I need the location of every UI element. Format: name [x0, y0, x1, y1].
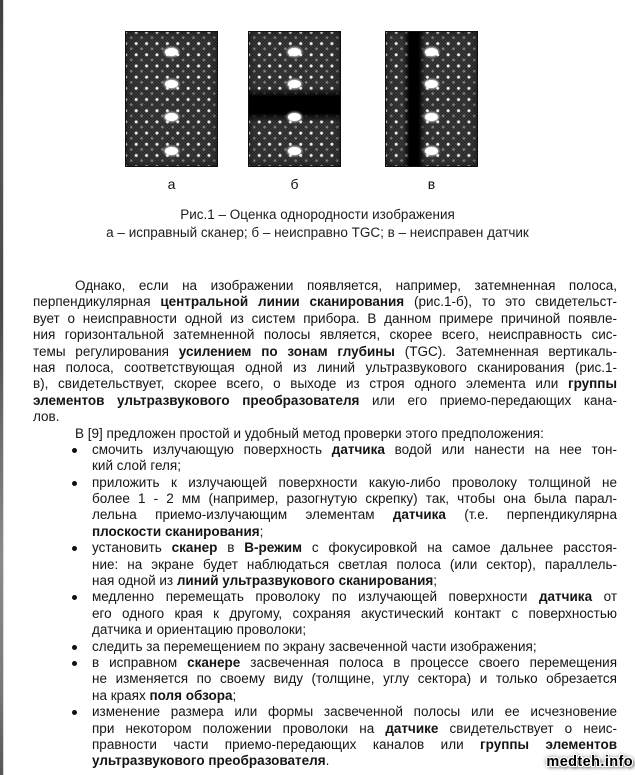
- text-line: медленно перемещать проволоку по излучающей поверхности датчика от: [92, 589, 617, 605]
- text-line: следить за перемещением по экрану засвеченной части изображения;: [92, 638, 537, 654]
- text-line: В [9] предложен простой и удобный метод проверки этого предположения:: [75, 425, 544, 441]
- reflector-dot: [425, 147, 438, 155]
- text-line: лов.: [33, 409, 60, 425]
- text-line: при некотором положении проволоки на датчике свидетельствует о неис-: [92, 720, 617, 736]
- reflector-dot: [288, 113, 301, 121]
- bullet-icon: [72, 595, 77, 600]
- reflector-dot: [165, 113, 178, 121]
- bullet-icon: [72, 448, 77, 453]
- bullet-item: [33, 639, 617, 655]
- text-line: его одного края к другому, сохраняя акустический контакт с поверхностью: [92, 605, 617, 621]
- text-line: плоскости сканирования;: [92, 523, 264, 539]
- bullet-icon: [72, 710, 77, 715]
- reflector-dot: [165, 48, 178, 56]
- reflector-dot: [288, 48, 301, 56]
- bullet-item: [33, 589, 617, 638]
- bullet-icon: [72, 481, 77, 486]
- text-line: вует о неисправности одной из систем прибора. В данном примере причиной появле-: [33, 310, 617, 326]
- reflector-dot: [425, 113, 438, 121]
- text-line: более 1 - 2 мм (например, разогнутую скрепку) так, чтобы она была парал-: [92, 491, 617, 507]
- ultrasound-image-2: [248, 31, 341, 167]
- text-line: не изменяется по своему виду (толщине, углу сектора) и только обрезается: [92, 671, 617, 687]
- text-line: приложить к излучающей поверхности какую-либо проволоку толщиной не: [92, 474, 617, 490]
- text-line: на краях поля обзора;: [92, 687, 237, 703]
- reflector-dot: [288, 147, 301, 155]
- reflector-dot: [425, 48, 438, 56]
- body-text: [33, 278, 617, 770]
- bullet-icon: [72, 645, 77, 650]
- text-line: правности части приемо-передающих каналов или группы элементов: [92, 736, 617, 752]
- scan-edge-artifact: [0, 0, 3, 775]
- text-line: ная полоса, соответствующая одной из линий ультразвукового сканирования (рис.1-: [33, 359, 617, 375]
- bullet-item: [33, 442, 617, 475]
- bullet-item: [33, 704, 617, 770]
- figure-panel-label: а: [167, 176, 176, 192]
- figure-caption-line-1: Рис.1 – Оценка однородности изображения: [180, 207, 455, 222]
- ultrasound-image-1: [125, 31, 218, 167]
- watermark-medteh-info: medteh.info: [546, 754, 633, 770]
- text-line: ная одной из линий ультразвукового сканирования;: [92, 573, 438, 589]
- bullet-icon: [72, 661, 77, 666]
- dark-vertical-band: [403, 32, 425, 166]
- text-line: в исправном сканере засвеченная полоса в процессе своего перемещения: [92, 654, 617, 670]
- figure-panel-label: б: [290, 176, 299, 192]
- text-line: элементов ультразвукового преобразователя или его приемо-передающих кана-: [33, 392, 617, 408]
- ultrasound-image-3: [385, 31, 478, 167]
- text-line: лельна приемо-излучающим элементам датчика (т.е. перпендикулярна: [92, 507, 617, 523]
- text-line: установить сканер в В-режим с фокусировкой на самое дальнее расстоя-: [92, 540, 617, 556]
- bullet-item: [33, 540, 617, 589]
- figure-caption: [0, 206, 635, 241]
- text-line: изменение размера или формы засвеченной полосы или ее исчезновение: [92, 704, 617, 720]
- text-line: Однако, если на изображении появляется, например, затемненная полоса,: [75, 278, 617, 293]
- reflector-dot: [425, 80, 438, 88]
- text-line: смочить излучающую поверхность датчика водой или нанести на нее тон-: [92, 441, 617, 457]
- bullet-item: [33, 655, 617, 704]
- figure-panel-label: в: [427, 176, 436, 192]
- text-line: в), свидетельствует, скорее всего, о выходе из строя одного элемента или группы: [33, 376, 617, 392]
- text-line: перпендикулярная центральной линии сканирования (рис.1-б), то это свидетельст-: [33, 294, 617, 310]
- bullet-icon: [72, 546, 77, 551]
- bullet-item: [33, 475, 617, 541]
- text-line: датчика и ориентацию проволоки;: [92, 622, 307, 638]
- figure-caption-line-2: а – исправный сканер; б – неисправно TGC; в – неисправен датчик: [106, 224, 529, 240]
- text-line: ультразвукового преобразователя.: [92, 753, 330, 769]
- text-line: ние: на экране будет наблюдаться светлая полоса (или сектор), параллель-: [92, 556, 617, 572]
- reflector-dot: [165, 80, 178, 88]
- text-line: темы регулирования усилением по зонам глубины (TGC). Затемненная вертикаль-: [33, 343, 617, 359]
- reflector-dot: [288, 80, 301, 88]
- text-line: ния горизонтальной затемненной полосы является, скорее всего, неисправность сис-: [33, 327, 617, 343]
- text-line: кий слой геля;: [92, 458, 181, 474]
- reflector-dot: [165, 147, 178, 155]
